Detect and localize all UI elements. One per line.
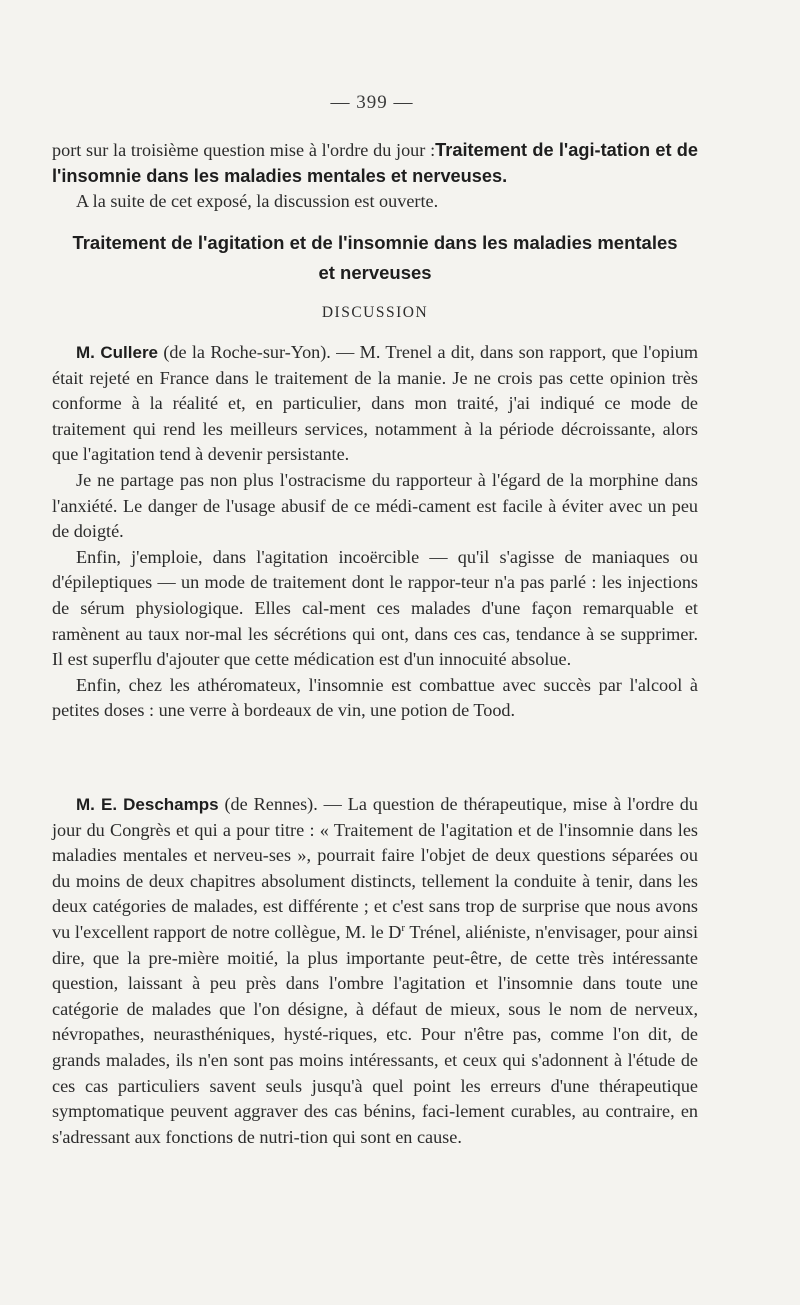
cullere-paragraph-2: Je ne partage pas non plus l'ostracisme du rapporteur à l'égard de la morphine dans l'anxiété. Le danger de l'usage abusif de ce médi-cament est facile à éviter avec un peu de doigté. (52, 469, 698, 542)
cullere-p1-text: (de la Roche-sur-Yon). — M. Trenel a dit, dans son rapport, que l'opium était rejeté en France dans le traitement de la manie. Je ne crois pas cette opinion très conforme à la réalité et, en particulier, dans mon traité, j'ai indiqué ce mode de traitement qui rend les meilleurs services, notamment à la période décroissante, alors que l'agitation tend à devenir persistante. (52, 342, 698, 465)
cullere-paragraph-1 (52, 340, 698, 468)
section-title-line1: Traitement de l'agitation et de l'insomnie dans les maladies mentales (72, 232, 678, 253)
cullere-paragraph-3: Enfin, j'emploie, dans l'agitation incoërcible — qu'il s'agisse de maniaques ou d'épileptiques — un mode de traitement dont le rappor-teur n'a pas parlé : les injections de sérum physiologique. Elles cal-ment ces malades d'une façon remarquable et ramènent au taux nor-mal les sécrétions qui ont, dans ces cas, tendance à se supprimer. Il est superflu d'ajouter que cette médication est d'un innocuité absolue. (52, 546, 698, 670)
cullere-paragraph-4: Enfin, chez les athéromateux, l'insomnie est combattue avec succès par l'alcool à petites doses : une verre à bordeaux de vin, une potion de Tood. (52, 674, 698, 721)
intro-text (52, 138, 698, 189)
deschamps-paragraph-1 (52, 792, 698, 1150)
deschamps-p1-before: (de Rennes). — La question de thérapeutique, mise à l'ordre du jour du Congrès et qui a pour titre : « Traitement de l'agitation et de l'insomnie dans les maladies mentales et nerveu-ses », pourrait faire l'objet de deux questions séparées ou du moins de deux chapitres absolument distincts, tellement la conduite à tenir, dans les deux catégories de malades, est différente ; et c'est sans trop de surprise que nous avons vu l'excellent rapport de notre collègue, M. le D (52, 794, 698, 942)
speaker-cullere: M. Cullere (76, 343, 159, 362)
speaker-deschamps: M. E. Deschamps (76, 795, 219, 814)
page-number: — 399 — (330, 92, 414, 113)
intro-bold-title: Traitement de l'agi-tation et de l'insomnie dans les maladies mentales et nerveuses. (52, 140, 698, 186)
deschamps-p1-after: Trénel, aliéniste, n'envisager, pour ainsi dire, que la pre-mière moitié, la plus importante peut-être, de cette très intéressante question, laissant à peu près dans l'ombre l'agitation et l'insomnie dans toute une catégorie de malades que l'on désigne, à défaut de mieux, sous le nom de nerveux, névropathes, neurasthéniques, hysté-riques, etc. Pour n'être pas, comme l'on dit, de grands malades, ils n'en sont pas moins intéressants, et ceux qui s'adonnent à l'étude de ces cas particuliers savent seuls jusqu'à quel point les erreurs d'une thérapeutique symptomatique peuvent aggraver des cas bénins, faci-lement curables, au contraire, en s'adressant aux fonctions de nutri-tion qui sont en cause. (52, 921, 699, 1147)
intro-paragraph (52, 138, 698, 215)
deschamps-intervention (52, 792, 698, 1150)
discussion-heading: DISCUSSION (321, 304, 429, 321)
cullere-intervention (52, 340, 698, 724)
intro-discussion-opened: A la suite de cet exposé, la discussion est ouverte. (76, 191, 439, 212)
dr-superscript: r (401, 921, 406, 934)
section-title-line2: et nerveuses (318, 262, 432, 283)
intro-text-before: port sur la troisième question mise à l'ordre du jour : (52, 140, 436, 160)
section-title (52, 228, 698, 288)
